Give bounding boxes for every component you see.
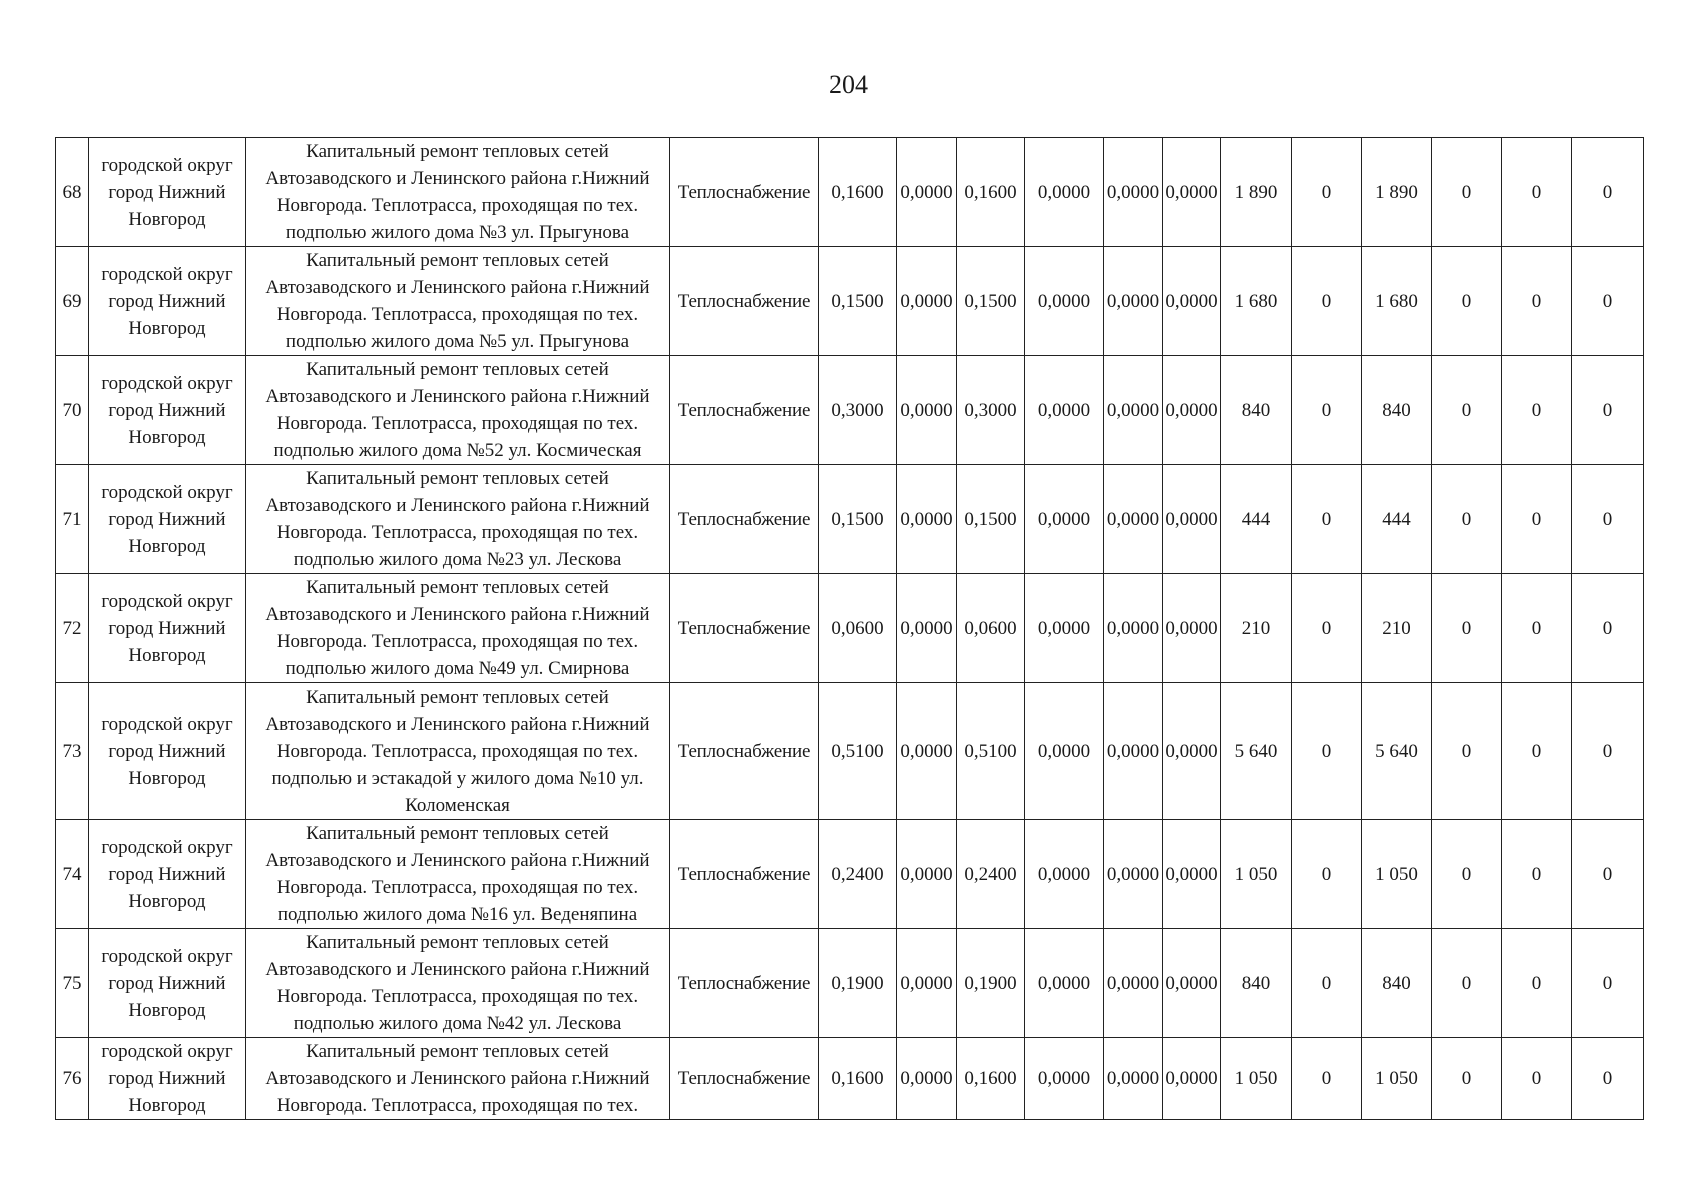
page-number: 204 — [829, 70, 868, 99]
length-total-cell: 0,1900 — [819, 929, 897, 1038]
length-repair-cell: 0,2400 — [957, 820, 1025, 929]
length-new-cell: 0,0000 — [897, 820, 957, 929]
row-number: 72 — [56, 574, 89, 683]
municipality-cell — [89, 929, 246, 1038]
length-v5-cell: 0,0000 — [1104, 1038, 1163, 1120]
municipality-line: город Нижний — [108, 399, 226, 421]
row-number: 70 — [56, 356, 89, 465]
cost-c5-cell: 0 — [1502, 356, 1572, 465]
cost-c2-cell: 0 — [1292, 465, 1362, 574]
cost-c2-cell: 0 — [1292, 356, 1362, 465]
table-row — [56, 356, 1644, 465]
municipality-line: город Нижний — [108, 508, 226, 530]
cost-c2-cell: 0 — [1292, 138, 1362, 247]
description-line: подполью жилого дома №23 ул. Лескова — [293, 549, 622, 570]
cost-c4-cell: 0 — [1432, 929, 1502, 1038]
row-number: 74 — [56, 820, 89, 929]
cost-total-cell: 210 — [1221, 574, 1292, 683]
utility-type-cell: Теплоснабжение — [670, 574, 819, 683]
municipality-cell — [89, 465, 246, 574]
cost-c5-cell: 0 — [1502, 1038, 1572, 1120]
length-repair-cell: 0,5100 — [957, 683, 1025, 820]
table-row — [56, 465, 1644, 574]
cost-total-cell: 1 050 — [1221, 820, 1292, 929]
cost-c2-cell: 0 — [1292, 683, 1362, 820]
row-number: 76 — [56, 1038, 89, 1120]
cost-c3-cell: 210 — [1362, 574, 1432, 683]
description-cell — [246, 929, 670, 1038]
description-line: Автозаводского и Ленинского района г.Нижний — [265, 959, 650, 980]
cost-c5-cell: 0 — [1502, 247, 1572, 356]
length-v6-cell: 0,0000 — [1163, 574, 1221, 683]
length-total-cell: 0,2400 — [819, 820, 897, 929]
cost-c5-cell: 0 — [1502, 683, 1572, 820]
length-total-cell: 0,1600 — [819, 1038, 897, 1120]
length-total-cell: 0,0600 — [819, 574, 897, 683]
length-v5-cell: 0,0000 — [1104, 465, 1163, 574]
length-new-cell: 0,0000 — [897, 247, 957, 356]
municipality-line: городской округ — [101, 263, 233, 285]
cost-c2-cell: 0 — [1292, 820, 1362, 929]
description-cell — [246, 820, 670, 929]
description-line: подполью жилого дома №42 ул. Лескова — [293, 1013, 622, 1034]
cost-c4-cell: 0 — [1432, 820, 1502, 929]
municipality-cell — [89, 683, 246, 820]
table-body — [56, 138, 1644, 1120]
description-cell — [246, 247, 670, 356]
length-v4-cell: 0,0000 — [1025, 138, 1104, 247]
municipality-line: город Нижний — [108, 290, 226, 312]
cost-c4-cell: 0 — [1432, 247, 1502, 356]
length-total-cell: 0,5100 — [819, 683, 897, 820]
description-line: Новгорода. Теплотрасса, проходящая по тех. — [276, 413, 639, 434]
description-line: подполью жилого дома №52 ул. Космическая — [273, 440, 642, 461]
length-v6-cell: 0,0000 — [1163, 820, 1221, 929]
description-cell — [246, 138, 670, 247]
length-new-cell: 0,0000 — [897, 465, 957, 574]
municipality-line: город Нижний — [108, 181, 226, 203]
municipality-line: Новгород — [128, 644, 206, 666]
cost-c4-cell: 0 — [1432, 683, 1502, 820]
length-v5-cell: 0,0000 — [1104, 247, 1163, 356]
cost-c3-cell: 1 680 — [1362, 247, 1432, 356]
length-v4-cell: 0,0000 — [1025, 820, 1104, 929]
cost-c5-cell: 0 — [1502, 574, 1572, 683]
description-line: Капитальный ремонт тепловых сетей — [306, 250, 609, 271]
municipality-line: городской округ — [101, 154, 233, 176]
cost-total-cell: 1 680 — [1221, 247, 1292, 356]
length-v4-cell: 0,0000 — [1025, 1038, 1104, 1120]
length-new-cell: 0,0000 — [897, 929, 957, 1038]
length-v5-cell: 0,0000 — [1104, 929, 1163, 1038]
description-line: подполью жилого дома №5 ул. Прыгунова — [285, 331, 630, 352]
municipality-line: город Нижний — [108, 1068, 226, 1089]
municipality-line: Новгород — [128, 426, 206, 448]
municipality-line: город Нижний — [108, 972, 226, 994]
length-repair-cell: 0,1600 — [957, 138, 1025, 247]
utility-type-cell: Теплоснабжение — [670, 465, 819, 574]
cost-total-cell: 840 — [1221, 356, 1292, 465]
utility-type-cell: Теплоснабжение — [670, 683, 819, 820]
description-line: Капитальный ремонт тепловых сетей — [306, 686, 609, 708]
cost-c6-cell: 0 — [1572, 1038, 1644, 1120]
cost-c6-cell: 0 — [1572, 574, 1644, 683]
length-new-cell: 0,0000 — [897, 1038, 957, 1120]
municipality-line: городской округ — [101, 481, 233, 503]
cost-c3-cell: 1 890 — [1362, 138, 1432, 247]
municipality-line: городской округ — [101, 836, 233, 858]
description-cell — [246, 574, 670, 683]
description-line: Автозаводского и Ленинского района г.Нижний — [265, 604, 650, 625]
description-line: Капитальный ремонт тепловых сетей — [306, 468, 609, 489]
description-cell — [246, 1038, 670, 1120]
table-row — [56, 574, 1644, 683]
utility-type-cell: Теплоснабжение — [670, 1038, 819, 1120]
municipality-cell — [89, 820, 246, 929]
description-line: Капитальный ремонт тепловых сетей — [306, 141, 609, 162]
cost-c6-cell: 0 — [1572, 356, 1644, 465]
municipality-line: Новгород — [128, 767, 206, 789]
description-line: Автозаводского и Ленинского района г.Нижний — [265, 495, 650, 516]
municipality-line: Новгород — [128, 535, 206, 557]
utility-type-cell: Теплоснабжение — [670, 820, 819, 929]
cost-c3-cell: 840 — [1362, 356, 1432, 465]
municipality-line: город Нижний — [108, 863, 226, 885]
description-line: Новгорода. Теплотрасса, проходящая по тех. — [276, 522, 639, 543]
description-line: Капитальный ремонт тепловых сетей — [306, 823, 609, 844]
municipality-line: городской округ — [101, 590, 233, 612]
cost-c3-cell: 1 050 — [1362, 1038, 1432, 1120]
municipality-line: Новгород — [128, 208, 206, 230]
cost-c4-cell: 0 — [1432, 356, 1502, 465]
length-v6-cell: 0,0000 — [1163, 247, 1221, 356]
description-line: Капитальный ремонт тепловых сетей — [306, 359, 609, 380]
description-line: подполью жилого дома №49 ул. Смирнова — [285, 658, 630, 679]
municipality-cell — [89, 138, 246, 247]
municipality-cell — [89, 574, 246, 683]
description-cell — [246, 465, 670, 574]
municipality-line: городской округ — [101, 713, 233, 735]
length-v5-cell: 0,0000 — [1104, 138, 1163, 247]
cost-c3-cell: 840 — [1362, 929, 1432, 1038]
description-line: Автозаводского и Ленинского района г.Нижний — [265, 386, 650, 407]
length-v6-cell: 0,0000 — [1163, 356, 1221, 465]
length-repair-cell: 0,1500 — [957, 247, 1025, 356]
description-line: Новгорода. Теплотрасса, проходящая по тех. — [276, 304, 639, 325]
description-cell — [246, 683, 670, 820]
length-total-cell: 0,1600 — [819, 138, 897, 247]
length-v6-cell: 0,0000 — [1163, 683, 1221, 820]
cost-c4-cell: 0 — [1432, 1038, 1502, 1120]
description-line: Коломенская — [405, 794, 510, 816]
cost-c3-cell: 5 640 — [1362, 683, 1432, 820]
table-row — [56, 929, 1644, 1038]
length-new-cell: 0,0000 — [897, 683, 957, 820]
description-line: Новгорода. Теплотрасса, проходящая по тех. — [276, 740, 639, 762]
municipality-cell — [89, 356, 246, 465]
cost-c5-cell: 0 — [1502, 820, 1572, 929]
cost-c6-cell: 0 — [1572, 683, 1644, 820]
description-line: Новгорода. Теплотрасса, проходящая по тех. — [276, 631, 639, 652]
description-line: Капитальный ремонт тепловых сетей — [306, 577, 609, 598]
cost-total-cell: 444 — [1221, 465, 1292, 574]
row-number: 68 — [56, 138, 89, 247]
cost-c6-cell: 0 — [1572, 247, 1644, 356]
cost-c2-cell: 0 — [1292, 574, 1362, 683]
municipality-line: Новгород — [128, 317, 206, 339]
municipality-line: городской округ — [101, 1041, 233, 1062]
length-repair-cell: 0,1500 — [957, 465, 1025, 574]
length-v4-cell: 0,0000 — [1025, 465, 1104, 574]
table-row — [56, 1038, 1644, 1120]
row-number: 71 — [56, 465, 89, 574]
length-v6-cell: 0,0000 — [1163, 1038, 1221, 1120]
description-line: подполью и эстакадой у жилого дома №10 ул. — [271, 767, 644, 789]
length-v6-cell: 0,0000 — [1163, 929, 1221, 1038]
cost-c5-cell: 0 — [1502, 929, 1572, 1038]
table-row — [56, 820, 1644, 929]
municipality-line: городской округ — [101, 372, 233, 394]
cost-c6-cell: 0 — [1572, 929, 1644, 1038]
length-new-cell: 0,0000 — [897, 356, 957, 465]
municipality-line: Новгород — [128, 890, 206, 912]
description-line: Автозаводского и Ленинского района г.Нижний — [265, 168, 650, 189]
length-v5-cell: 0,0000 — [1104, 356, 1163, 465]
cost-c2-cell: 0 — [1292, 929, 1362, 1038]
row-number: 75 — [56, 929, 89, 1038]
length-v5-cell: 0,0000 — [1104, 820, 1163, 929]
length-repair-cell: 0,0600 — [957, 574, 1025, 683]
length-v4-cell: 0,0000 — [1025, 356, 1104, 465]
cost-total-cell: 5 640 — [1221, 683, 1292, 820]
cost-c4-cell: 0 — [1432, 138, 1502, 247]
length-new-cell: 0,0000 — [897, 138, 957, 247]
description-line: Автозаводского и Ленинского района г.Нижний — [265, 277, 650, 298]
length-v4-cell: 0,0000 — [1025, 683, 1104, 820]
length-v6-cell: 0,0000 — [1163, 465, 1221, 574]
length-v5-cell: 0,0000 — [1104, 683, 1163, 820]
table-row — [56, 247, 1644, 356]
cost-total-cell: 840 — [1221, 929, 1292, 1038]
description-line: подполью жилого дома №16 ул. Веденяпина — [277, 904, 638, 925]
description-cell — [246, 356, 670, 465]
municipality-line: Новгород — [128, 999, 206, 1021]
length-v4-cell: 0,0000 — [1025, 929, 1104, 1038]
utility-type-cell: Теплоснабжение — [670, 356, 819, 465]
row-number: 69 — [56, 247, 89, 356]
length-v4-cell: 0,0000 — [1025, 574, 1104, 683]
municipality-line: город Нижний — [108, 740, 226, 762]
description-line: Новгорода. Теплотрасса, проходящая по тех. — [276, 877, 639, 898]
table-row — [56, 138, 1644, 247]
municipality-cell — [89, 247, 246, 356]
length-repair-cell: 0,1600 — [957, 1038, 1025, 1120]
cost-c4-cell: 0 — [1432, 465, 1502, 574]
cost-c6-cell: 0 — [1572, 138, 1644, 247]
municipality-cell — [89, 1038, 246, 1120]
description-line: Новгорода. Теплотрасса, проходящая по тех. — [276, 1095, 639, 1116]
table-row — [56, 683, 1644, 820]
description-line: Капитальный ремонт тепловых сетей — [306, 1041, 609, 1062]
municipality-line: городской округ — [101, 945, 233, 967]
data-table — [55, 137, 1644, 1120]
cost-total-cell: 1 890 — [1221, 138, 1292, 247]
municipality-line: Новгород — [128, 1095, 206, 1116]
cost-c2-cell: 0 — [1292, 1038, 1362, 1120]
length-v6-cell: 0,0000 — [1163, 138, 1221, 247]
cost-c6-cell: 0 — [1572, 820, 1644, 929]
row-number: 73 — [56, 683, 89, 820]
cost-c4-cell: 0 — [1432, 574, 1502, 683]
description-line: Автозаводского и Ленинского района г.Нижний — [265, 850, 650, 871]
municipality-line: город Нижний — [108, 617, 226, 639]
description-line: Капитальный ремонт тепловых сетей — [306, 932, 609, 953]
length-total-cell: 0,3000 — [819, 356, 897, 465]
length-total-cell: 0,1500 — [819, 247, 897, 356]
cost-c3-cell: 444 — [1362, 465, 1432, 574]
cost-c5-cell: 0 — [1502, 138, 1572, 247]
description-line: Новгорода. Теплотрасса, проходящая по тех. — [276, 195, 639, 216]
cost-c2-cell: 0 — [1292, 247, 1362, 356]
cost-c5-cell: 0 — [1502, 465, 1572, 574]
cost-c3-cell: 1 050 — [1362, 820, 1432, 929]
utility-type-cell: Теплоснабжение — [670, 138, 819, 247]
length-total-cell: 0,1500 — [819, 465, 897, 574]
length-repair-cell: 0,3000 — [957, 356, 1025, 465]
length-v5-cell: 0,0000 — [1104, 574, 1163, 683]
cost-total-cell: 1 050 — [1221, 1038, 1292, 1120]
description-line: Новгорода. Теплотрасса, проходящая по тех. — [276, 986, 639, 1007]
description-line: Автозаводского и Ленинского района г.Нижний — [265, 713, 650, 735]
utility-type-cell: Теплоснабжение — [670, 929, 819, 1038]
length-new-cell: 0,0000 — [897, 574, 957, 683]
utility-type-cell: Теплоснабжение — [670, 247, 819, 356]
description-line: подполью жилого дома №3 ул. Прыгунова — [285, 222, 630, 243]
length-v4-cell: 0,0000 — [1025, 247, 1104, 356]
length-repair-cell: 0,1900 — [957, 929, 1025, 1038]
description-line: Автозаводского и Ленинского района г.Нижний — [265, 1068, 650, 1089]
cost-c6-cell: 0 — [1572, 465, 1644, 574]
